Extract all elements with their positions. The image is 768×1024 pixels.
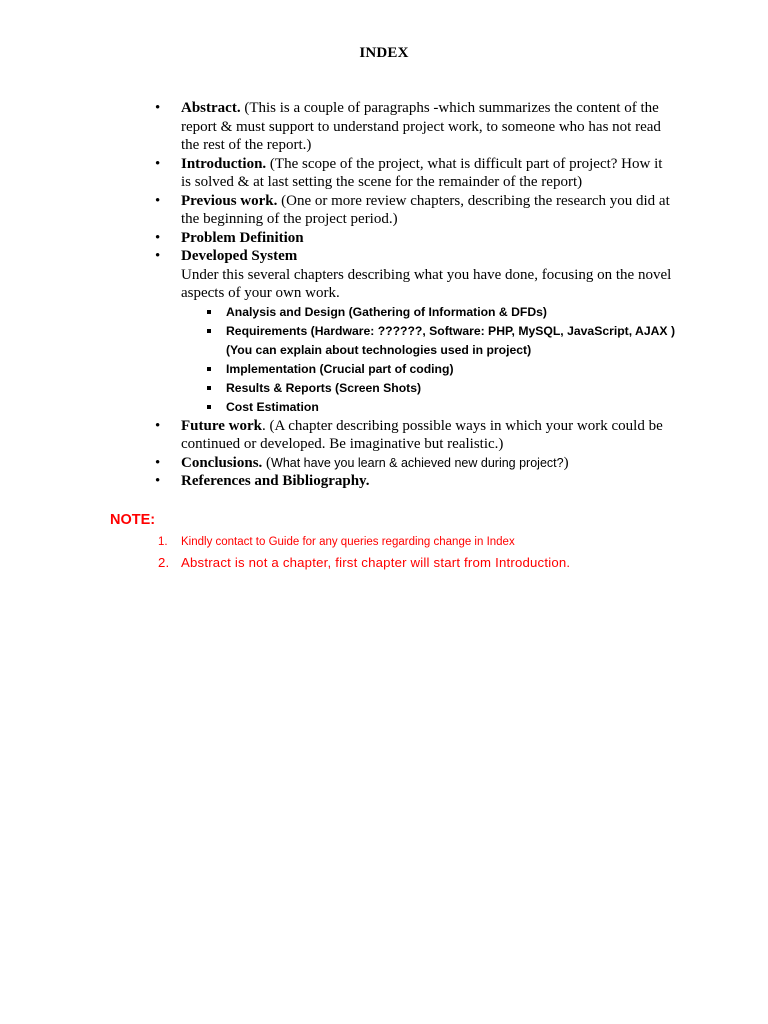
item-text-open: ( — [262, 454, 272, 471]
square-bullet-icon — [207, 386, 211, 390]
item-text: What have you learn & achieved new during project? — [271, 455, 564, 470]
index-item-abstract — [155, 99, 675, 155]
note-item — [158, 552, 570, 574]
note-number: 2. — [158, 555, 170, 570]
bullet-icon: • — [155, 248, 161, 264]
subitem-analysis-design — [206, 303, 675, 322]
item-description: Under this several chapters describing what you have done, focusing on the novel aspects of your own work. — [181, 266, 672, 301]
item-heading: Developed System — [181, 248, 298, 264]
item-text: (One or more review chapters, describing the research you did at the beginning of the project period.) — [181, 192, 670, 227]
index-item-previous-work — [155, 192, 675, 229]
item-heading: Future work — [181, 417, 262, 434]
index-item-conclusions — [155, 454, 675, 473]
subitem-text: Implementation (Crucial part of coding) — [226, 361, 454, 376]
page-title: INDEX — [359, 45, 409, 61]
square-bullet-icon — [207, 367, 211, 371]
note-text: Kindly contact to Guide for any queries regarding change in Index — [181, 536, 515, 548]
note-label: NOTE: — [110, 512, 156, 528]
bullet-icon: • — [155, 192, 161, 209]
note-number: 1. — [158, 536, 168, 548]
subitem-results-reports — [206, 379, 675, 398]
square-bullet-icon — [207, 310, 211, 314]
index-list — [155, 99, 675, 491]
subitem-text: Results & Reports (Screen Shots) — [226, 380, 422, 395]
index-item-developed-system — [155, 247, 675, 417]
subitem-cost-estimation — [206, 398, 675, 417]
bullet-icon: • — [155, 155, 161, 172]
subitem-text: Requirements (Hardware: ??????, Software: PHP, MySQL, JavaScript, AJAX ) — [226, 323, 676, 338]
item-heading: References and Bibliography. — [181, 473, 370, 489]
item-text: (The scope of the project, what is difficult part of project? How it is solved & at last setting the scene for the remainder of the report) — [181, 155, 663, 190]
subitem-text: Analysis and Design (Gathering of Information & DFDs) — [226, 304, 547, 319]
bullet-icon: • — [155, 454, 161, 471]
bullet-icon: • — [155, 229, 161, 246]
subitem-requirements — [206, 322, 675, 341]
item-text: (This is a couple of paragraphs -which summarizes the content of the report & must support to understand project work, to someone who has not read the rest of the report.) — [181, 100, 661, 153]
square-bullet-icon — [207, 329, 211, 333]
subitem-text: Cost Estimation — [226, 399, 319, 414]
item-heading: Abstract. — [181, 100, 241, 116]
developed-system-sublist — [181, 303, 675, 417]
index-item-future-work — [155, 417, 675, 454]
item-text: . (A chapter describing possible ways in which your work could be continued or developed. Be imaginative but realistic.) — [181, 417, 663, 452]
subitem-requirements-note — [206, 341, 675, 360]
index-item-references — [155, 472, 675, 491]
item-heading: Conclusions. — [181, 454, 263, 471]
square-bullet-icon — [207, 405, 211, 409]
note-text: Abstract is not a chapter, first chapter will start from Introduction. — [181, 555, 571, 570]
item-heading: Problem Definition — [181, 229, 304, 246]
item-heading: Previous work. — [181, 192, 278, 209]
note-list — [158, 532, 570, 574]
note-item — [158, 532, 570, 552]
bullet-icon: • — [155, 473, 161, 489]
bullet-icon: • — [155, 417, 161, 434]
item-text-close: ) — [563, 454, 569, 471]
item-heading: Introduction. — [181, 155, 267, 172]
subitem-implementation — [206, 360, 675, 379]
bullet-icon: • — [155, 100, 161, 116]
subitem-text: (You can explain about technologies used in project) — [226, 342, 532, 357]
index-item-problem-definition — [155, 229, 675, 248]
index-item-introduction — [155, 155, 675, 192]
